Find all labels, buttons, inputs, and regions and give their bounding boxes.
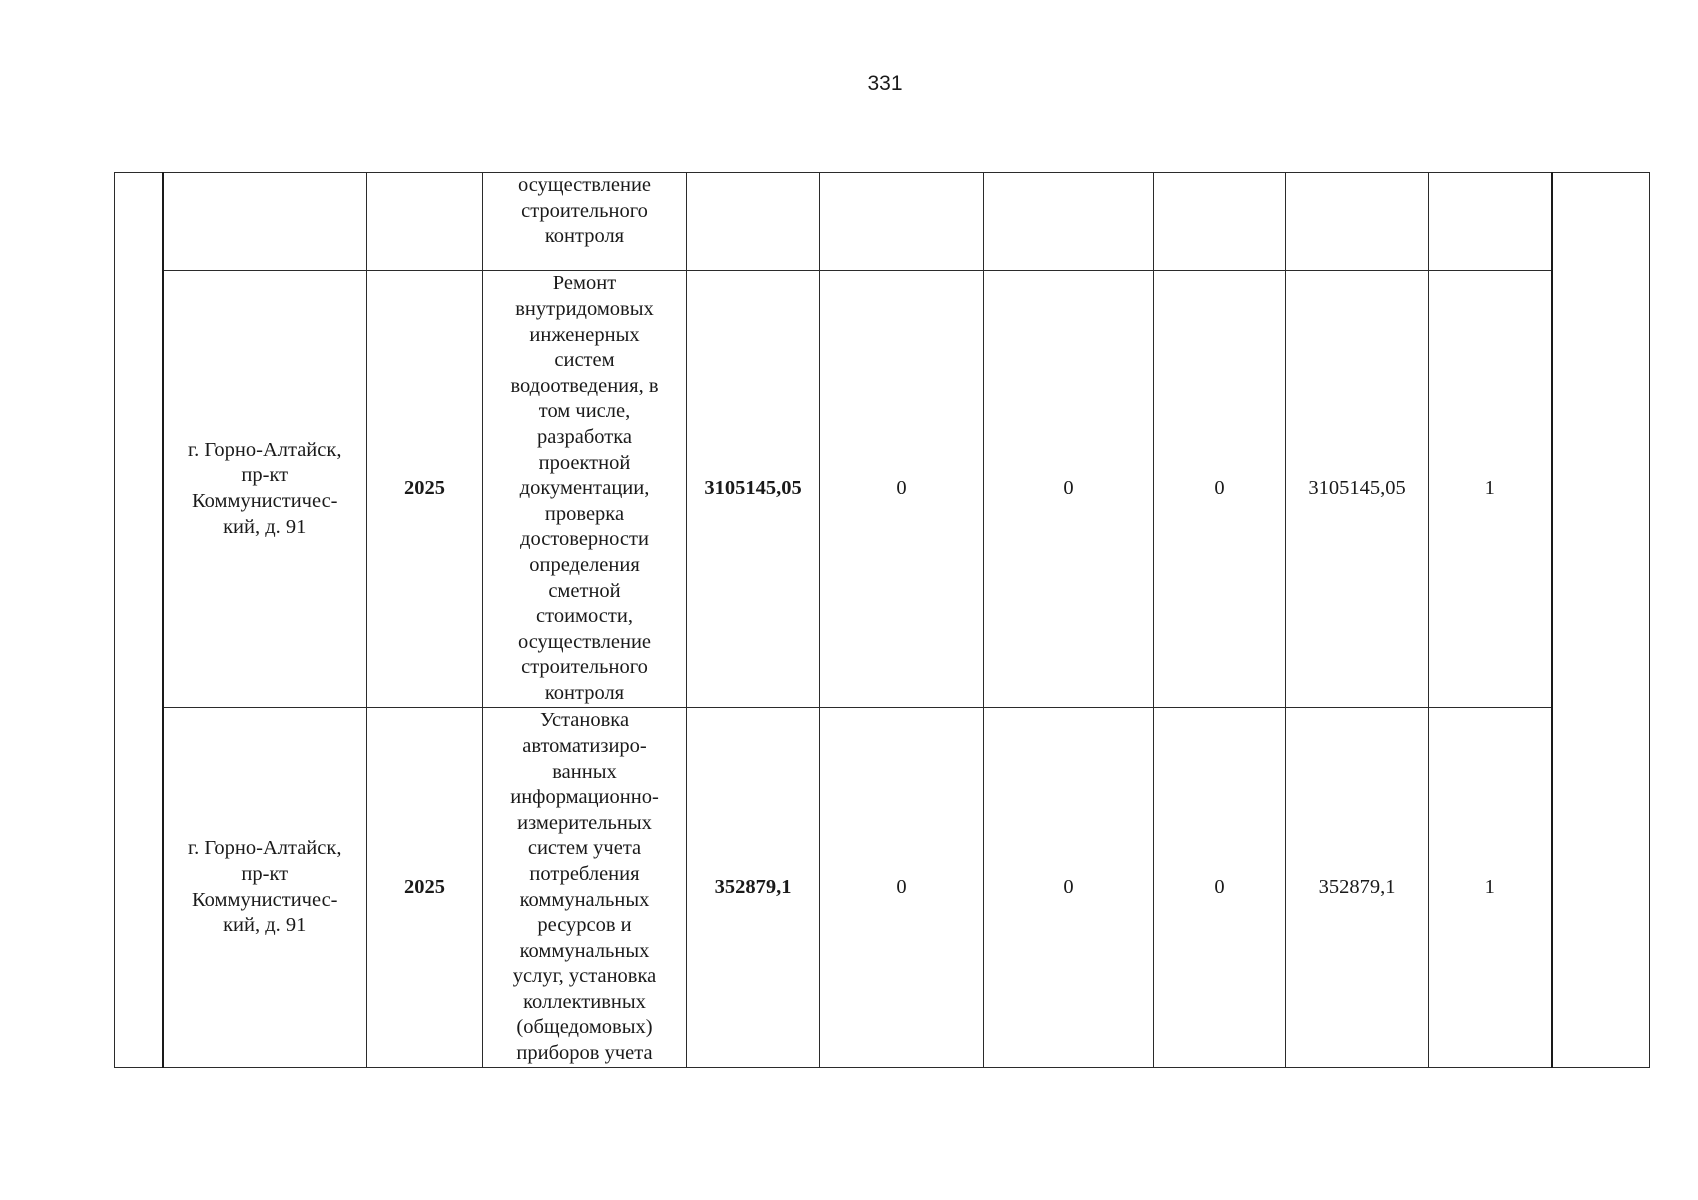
page-number: 331 — [867, 72, 903, 95]
work-line: потребления — [529, 862, 640, 885]
cost-cell: 0 — [984, 271, 1154, 708]
address-line: Коммунистичес- — [191, 888, 338, 911]
work-line: коммунальных — [519, 888, 650, 911]
work-line: определения — [529, 553, 640, 576]
cost-cell: 0 — [820, 271, 984, 708]
work-line: том числе, — [538, 400, 631, 423]
work-line: осуществление — [517, 630, 652, 653]
work-line: строительного — [521, 199, 648, 222]
cost-cell: 352879,1 — [1286, 708, 1429, 1068]
work-line: информационно- — [510, 786, 659, 809]
cost-cell: 0 — [1154, 271, 1286, 708]
work-line: внутридомовых — [515, 298, 654, 321]
cost-cell: 3105145,05 — [1286, 271, 1429, 708]
work-line: стоимости, — [536, 605, 633, 628]
count-cell: 1 — [1429, 271, 1552, 708]
work-line: Ремонт — [552, 272, 617, 295]
cost-cell — [820, 173, 984, 271]
row-number-cell — [115, 173, 163, 1068]
work-line: разработка — [537, 426, 632, 449]
work-line: контроля — [544, 225, 625, 248]
address-line: пр-кт — [241, 862, 289, 885]
work-line: систем учета — [527, 837, 642, 860]
work-line: осуществление — [517, 174, 652, 196]
cost-cell — [984, 173, 1154, 271]
address-line: г. Горно-Алтайск, — [188, 837, 342, 860]
work-line: проектной — [538, 451, 631, 474]
notes-cell — [1552, 173, 1650, 1068]
work-line: (общедомовых) — [516, 1016, 653, 1039]
address-line: кий, д. 91 — [223, 515, 307, 538]
work-line: проверка — [544, 502, 625, 525]
cost-cell: 0 — [984, 708, 1154, 1068]
work-line: коллективных — [523, 990, 646, 1013]
work-line: инженерных — [529, 323, 640, 346]
work-line: водоотведения, в — [510, 374, 659, 397]
year-cell: 2025 — [367, 708, 483, 1068]
address-line: кий, д. 91 — [223, 914, 307, 937]
address-line: Коммунистичес- — [191, 490, 338, 512]
works-table — [114, 172, 1650, 1068]
work-line: ресурсов и — [537, 914, 632, 937]
work-line: ванных — [552, 760, 617, 783]
work-line: приборов учета — [516, 1042, 653, 1065]
work-line: услуг, установка — [512, 965, 657, 988]
work-type-cell — [483, 271, 687, 708]
count-cell: 1 — [1429, 708, 1552, 1068]
cost-cell — [1154, 173, 1286, 271]
work-type-cell — [483, 173, 687, 271]
address-line: г. Горно-Алтайск, — [188, 438, 342, 461]
count-cell — [1429, 173, 1552, 271]
table-row — [115, 708, 1650, 1068]
cost-cell: 0 — [1154, 708, 1286, 1068]
address-cell — [163, 708, 367, 1068]
work-line: измерительных — [517, 811, 652, 834]
work-line: Установка — [539, 709, 630, 732]
cost-cell — [1286, 173, 1429, 271]
year-cell — [367, 173, 483, 271]
address-line: пр-кт — [241, 464, 289, 487]
work-line: контроля — [544, 681, 625, 704]
address-cell — [163, 173, 367, 271]
work-line: строительного — [521, 656, 648, 679]
work-line: документации, — [519, 477, 650, 500]
total-cost-cell: 3105145,05 — [687, 271, 820, 708]
work-line: систем — [554, 349, 615, 372]
work-line: автоматизиро- — [522, 734, 647, 757]
table-row — [115, 271, 1650, 708]
total-cost-cell: 352879,1 — [687, 708, 820, 1068]
table-row — [115, 173, 1650, 271]
total-cost-cell — [687, 173, 820, 271]
work-line: достоверности — [520, 528, 649, 551]
work-line: сметной — [548, 579, 621, 602]
work-type-cell — [483, 708, 687, 1068]
work-line: коммунальных — [519, 939, 650, 962]
address-cell — [163, 271, 367, 708]
cost-cell: 0 — [820, 708, 984, 1068]
year-cell: 2025 — [367, 271, 483, 708]
